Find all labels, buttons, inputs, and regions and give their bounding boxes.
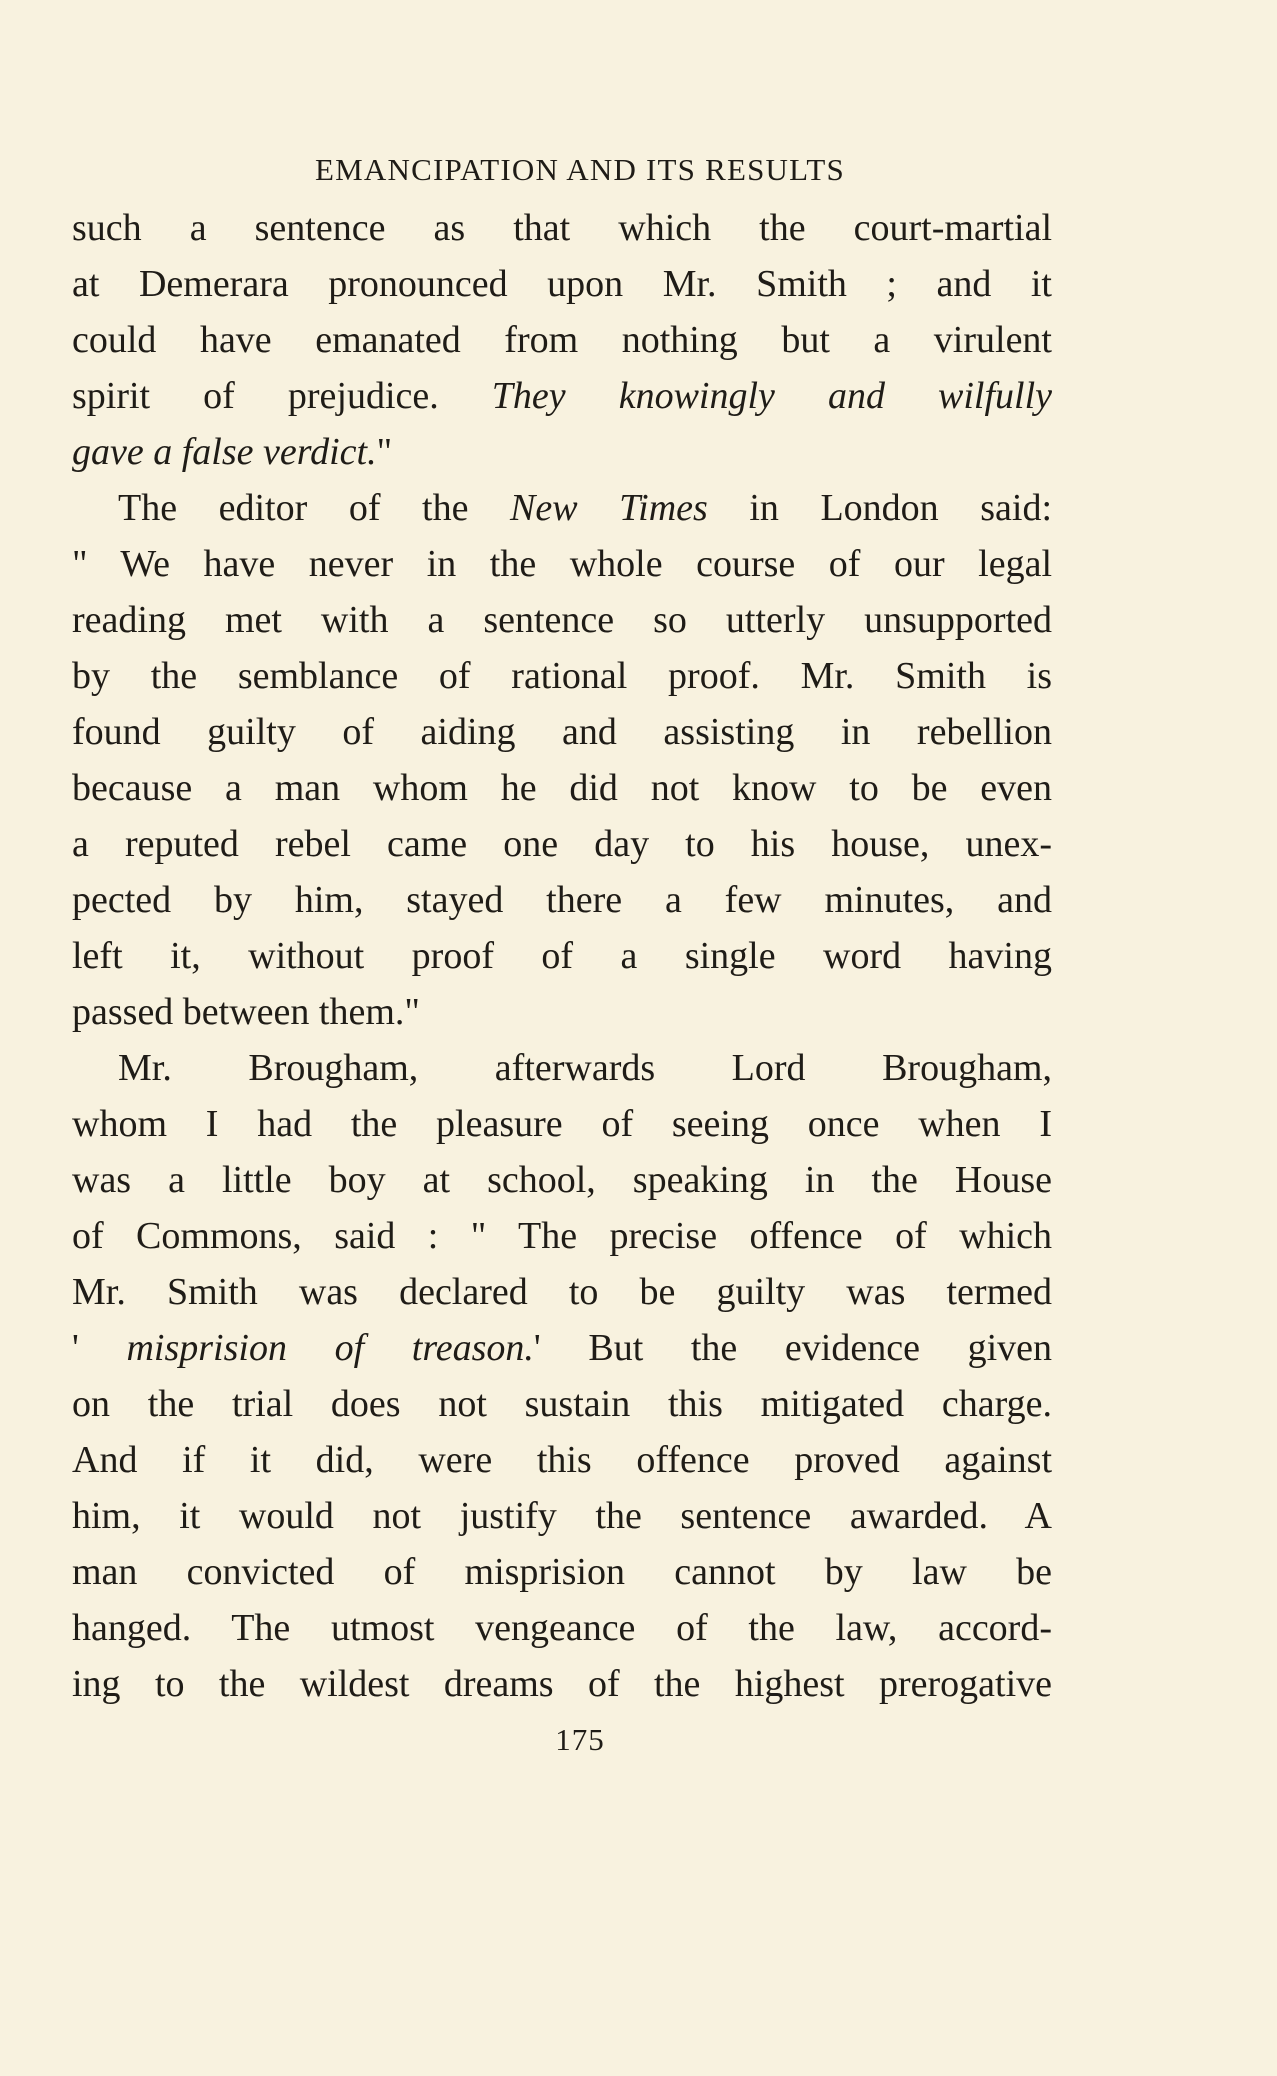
text-run: ' (72, 1327, 127, 1369)
text-line: found guilty of aiding and assisting in rebellion (72, 711, 1052, 753)
text-line: was a little boy at school, speaking in the House (72, 1159, 1052, 1201)
text-line (72, 1320, 1052, 1376)
text-line: hanged. The utmost vengeance of the law, accord- (72, 1607, 1052, 1649)
italic-run: misprision of treason. (126, 1327, 534, 1369)
text-line: on the trial does not sustain this mitigated charge. (72, 1383, 1052, 1425)
text-line: by the semblance of rational proof. Mr. Smith is (72, 655, 1052, 697)
text-run: spirit of prejudice. (72, 375, 492, 417)
text-line: passed between them." (72, 991, 420, 1033)
text-run: in London said: (707, 487, 1053, 529)
text-line: " We have never in the whole course of our legal (72, 543, 1052, 585)
body-text (72, 200, 1052, 1712)
text-run: ' But the evidence given (533, 1327, 1052, 1369)
text-line (72, 424, 1052, 480)
text-line: man convicted of misprision cannot by law be (72, 1551, 1052, 1593)
text-line: Mr. Smith was declared to be guilty was termed (72, 1271, 1052, 1313)
text-line: because a man whom he did not know to be even (72, 767, 1052, 809)
text-line: at Demerara pronounced upon Mr. Smith ; and it (72, 263, 1052, 305)
text-line: left it, without proof of a single word having (72, 935, 1052, 977)
text-line: him, it would not justify the sentence awarded. A (72, 1495, 1052, 1537)
text-line: a reputed rebel came one day to his house, unex- (72, 823, 1052, 865)
paragraph-start-line (72, 480, 1052, 536)
text-line: And if it did, were this offence proved against (72, 1439, 1052, 1481)
text-line: of Commons, said : " The precise offence of which (72, 1215, 1052, 1257)
running-head: EMANCIPATION AND ITS RESULTS (315, 152, 845, 187)
text-line: ing to the wildest dreams of the highest prerogative (72, 1663, 1052, 1705)
page-number: 175 (555, 1722, 605, 1757)
text-line: could have emanated from nothing but a virulent (72, 319, 1052, 361)
italic-run: gave a false verdict. (72, 431, 377, 473)
text-run: " (376, 431, 393, 473)
text-line: pected by him, stayed there a few minutes, and (72, 879, 1052, 921)
text-line: such a sentence as that which the court-martial (72, 207, 1052, 249)
text-line: whom I had the pleasure of seeing once when I (72, 1103, 1052, 1145)
text-line: reading met with a sentence so utterly unsupported (72, 599, 1052, 641)
paragraph-start-line: Mr. Brougham, afterwards Lord Brougham, (118, 1047, 1052, 1089)
text-line (72, 368, 1052, 424)
italic-run: New Times (510, 487, 708, 529)
italic-run: They knowingly and wilfully (491, 375, 1053, 417)
text-run: The editor of the (118, 487, 510, 529)
